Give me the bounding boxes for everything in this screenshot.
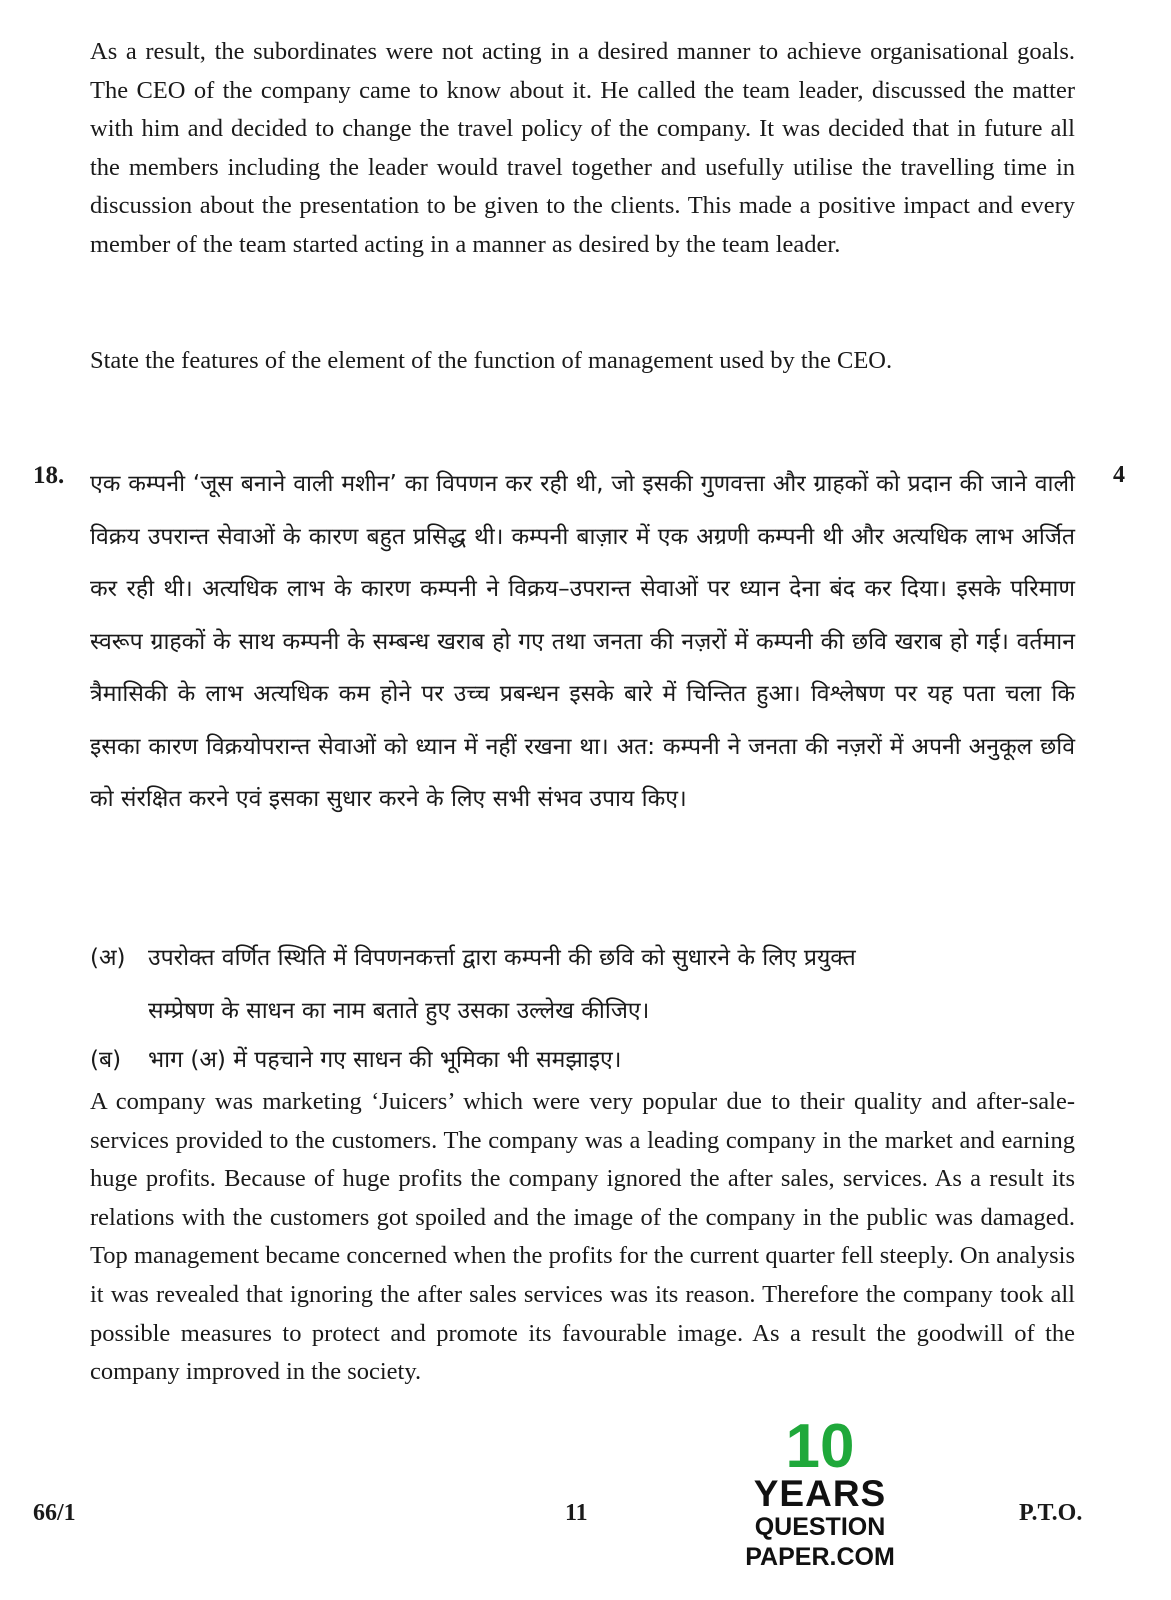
watermark-site: QUESTION PAPER.COM <box>745 1513 895 1571</box>
english-case-paragraph: A company was marketing ‘Juicers’ which were very popular due to their quality and after-sale-services provided to the customers. The company was a leading company in the market and earning huge profits. Because of huge profits the company ignored the after sales, services. As a result its relations with the customers got spoiled and the image of the company in the public was damaged. Top management became concerned when the profits for the current quarter fell steeply. On analysis it was revealed that ignoring the after sales services was its reason. Therefore the company took all possible measures to protect and promote its favourable image. As a result the goodwill of the company improved in the society. <box>90 1088 1075 1386</box>
watermark-years: YEARS <box>753 1473 887 1514</box>
subquestion-a-label: (अ) <box>90 945 126 971</box>
continued-case-paragraph: As a result, the subordinates were not acting in a desired manner to achieve organisational goals. The CEO of the company came to know about it. He called the team leader, discussed the matter with him and decided to change the travel policy of the company. It was decided that in future all the members including the leader would travel together and usefully utilise the travelling time in discussion about the presentation to be given to the clients. This made a positive impact and every member of the team started acting in a manner as desired by the team leader. <box>90 38 1075 258</box>
hindi-subquestion-b <box>90 1034 1075 1087</box>
subquestion-b-text: भाग (अ) में पहचाने गए साधन की भूमिका भी समझाइए। <box>148 1047 622 1073</box>
paper-code: 66/1 <box>33 1500 76 1526</box>
subquestion-b-label: (ब) <box>90 1047 122 1073</box>
hindi-case-paragraph: एक कम्पनी ‘जूस बनाने वाली मशीन’ का विपणन कर रही थी, जो इसकी गुणवत्ता और ग्राहकों को प्रदान की जाने वाली विक्रय उपरान्त सेवाओं के कारण बहुत प्रसिद्ध थी। कम्पनी बाज़ार में एक अग्रणी कम्पनी थी और अत्यधिक लाभ अर्जित कर रही थी। अत्यधिक लाभ के कारण कम्पनी ने विक्रय–उपरान्त सेवाओं पर ध्यान देना बंद कर दिया। इसके परिमाण स्वरूप ग्राहकों के साथ कम्पनी के सम्बन्ध खराब हो गए तथा जनता की नज़रों में कम्पनी की छवि खराब हो गई। वर्तमान त्रैमासिकी के लाभ अत्यधिक कम होने पर उच्च प्रबन्धन इसके बारे में चिन्तित हुआ। विश्लेषण पर यह पता चला कि इसका कारण विक्रयोपरान्त सेवाओं को ध्यान में नहीं रखना था। अत: कम्पनी ने जनता की नज़रों में अपनी अनुकूल छवि को संरक्षित करने एवं इसका सुधार करने के लिए सभी संभव उपाय किए। <box>90 471 1076 812</box>
question-number: 18. <box>33 462 65 489</box>
subquestion-a-line2: सम्प्रेषण के साधन का नाम बताते हुए उसका उल्लेख कीजिए। <box>148 997 650 1024</box>
watermark-number: 10 <box>785 1412 855 1481</box>
page-number: 11 <box>565 1500 588 1526</box>
question-instruction: State the features of the element of the function of management used by the CEO. <box>90 347 893 374</box>
hindi-subquestion-a <box>90 932 1075 1037</box>
subquestion-a-line1: उपरोक्त वर्णित स्थिति में विपणनकर्त्ता द्वारा कम्पनी की छवि को सुधारने के लिए प्रयुक्त <box>148 945 856 971</box>
please-turn-over: P.T.O. <box>1019 1500 1083 1526</box>
question-marks: 4 <box>1113 462 1125 488</box>
watermark-logo <box>680 1412 960 1571</box>
